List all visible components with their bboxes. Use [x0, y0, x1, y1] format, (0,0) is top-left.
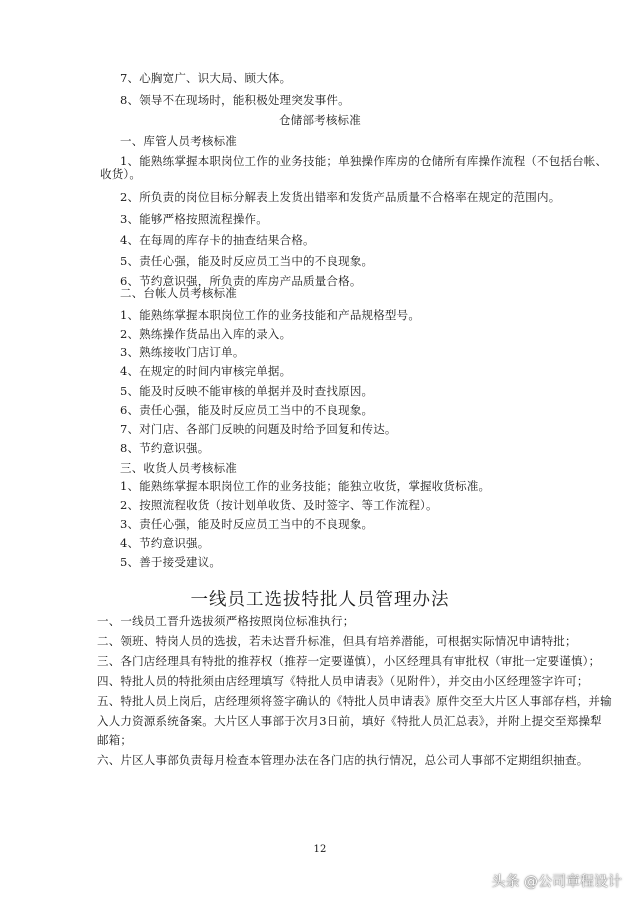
text-line: 三、各门店经理具有特批的推荐权（推荐一定要谨慎），小区经理具有审批权（审批一定要谨慎）； — [97, 654, 601, 668]
text-line: 6、节约意识强，所负责的库房产品质量合格。 — [120, 274, 362, 288]
text-line: 1、能熟练掌握本职岗位工作的业务技能；单独操作库房的仓储所有库操作流程（不包括台帐、 — [120, 154, 608, 168]
text-line: 4、节约意识强。 — [120, 536, 210, 550]
text-line: 5、善于接受建议。 — [120, 555, 222, 569]
text-line: 3、能够严格按照流程操作。 — [120, 212, 268, 226]
text-line: 一、一线员工晋升选拔须严格按照岗位标准执行； — [97, 614, 355, 628]
text-line: 4、在每周的库存卡的抽查结果合格。 — [120, 233, 315, 247]
text-line: 2、熟练操作货品出入库的录入。 — [120, 327, 292, 341]
text-line: 7、对门店、各部门反映的问题及时给予回复和传达。 — [120, 422, 397, 436]
text-line: 收货）。 — [100, 167, 142, 181]
text-line: 五、特批人员上岗后，店经理须将签字确认的《特批人员申请表》原件交至大片区人事部存档，并输 — [97, 694, 612, 708]
subsection-heading: 二、台帐人员考核标准 — [120, 286, 237, 300]
text-line: 6、责任心强，能及时反应员工当中的不良现象。 — [120, 403, 374, 417]
text-line: 六、片区人事部负责每月检查本管理办法在各门店的执行情况，总公司人事部不定期组织抽查。 — [97, 753, 589, 767]
text-line: 8、领导不在现场时，能积极处理突发事件。 — [120, 93, 350, 107]
text-line: 5、责任心强，能及时反应员工当中的不良现象。 — [120, 254, 374, 268]
text-line: 1、能熟练掌握本职岗位工作的业务技能；能独立收货，掌握收货标准。 — [120, 479, 491, 493]
text-line: 8、节约意识强。 — [120, 441, 210, 455]
text-line: 3、熟练接收门店订单。 — [120, 345, 245, 359]
text-line: 4、在规定的时间内审核完单据。 — [120, 364, 292, 378]
text-line: 四、特批人员的特批须由店经理填写《特批人员申请表》（见附件），并交由小区经理签字许可； — [97, 674, 589, 688]
text-line: 1、能熟练掌握本职岗位工作的业务技能和产品规格型号。 — [120, 308, 421, 322]
text-line: 7、心胸宽广、识大局、顾大体。 — [120, 71, 292, 85]
text-line: 3、责任心强，能及时反应员工当中的不良现象。 — [120, 517, 374, 531]
page-number: 12 — [313, 844, 327, 855]
text-line: 二、领班、特岗人员的选拔，若未达晋升标准，但具有培养潜能，可根据实际情况申请特批； — [97, 634, 577, 648]
subsection-heading: 三、收货人员考核标准 — [120, 461, 237, 475]
document-title: 一线员工选拔特批人员管理办法 — [190, 590, 450, 610]
subsection-heading: 一、库管人员考核标准 — [120, 134, 237, 148]
text-line: 邮箱； — [97, 733, 133, 747]
section-heading: 仓储部考核标准 — [279, 113, 361, 127]
text-line: 2、按照流程收货（按计划单收货、及时签字、等工作流程）。 — [120, 498, 438, 512]
text-line: 2、所负责的岗位目标分解表上发货出错率和发货产品质量不合格率在规定的范围内。 — [120, 190, 561, 204]
watermark: 头条 @公司章程设计 — [491, 874, 622, 890]
text-line: 入人力资源系统备案。大片区人事部于次月3日前，填好《特批人员汇总表》，并附上提交至郑操犁 — [97, 714, 602, 728]
text-line: 5、能及时反映不能审核的单据并及时查找原因。 — [120, 384, 374, 398]
